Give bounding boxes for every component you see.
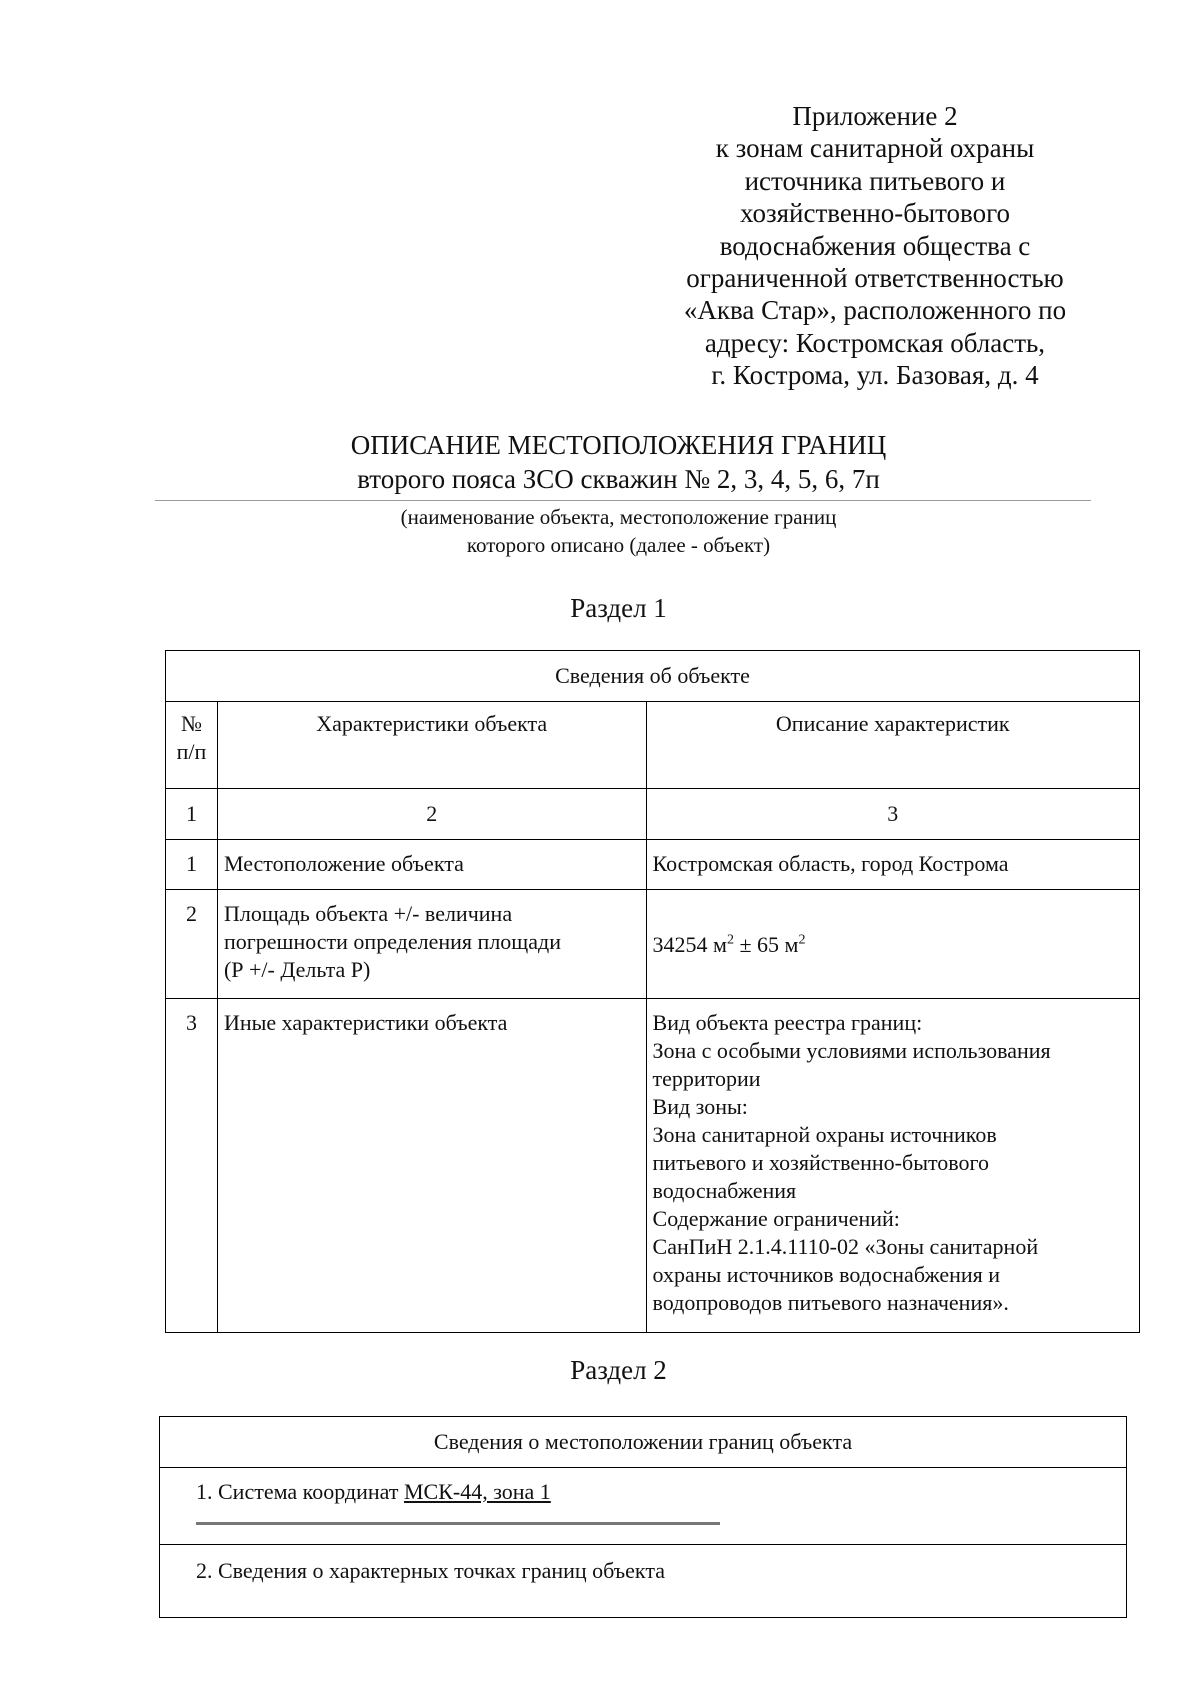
characteristic-line: (Р +/- Дельта Р)	[223, 957, 371, 982]
description-line: питьевого и хозяйственно-бытового	[652, 1150, 990, 1175]
appendix-line: водоснабжения общества с	[719, 230, 1031, 261]
title-underline	[155, 500, 1091, 501]
appendix-line: г. Кострома, ул. Базовая, д. 4	[711, 360, 1039, 391]
boundary-points-row: 2. Сведения о характерных точках границ объекта	[160, 1545, 1127, 1618]
appendix-line: ограниченной ответственностью	[686, 263, 1064, 294]
object-name-caption: которого описано (далее - объект)	[466, 533, 771, 557]
object-name: второго пояса ЗСО скважин № 2, 3, 4, 5, 6, 7п	[357, 464, 880, 494]
characteristic-line: погрешности определения площади	[223, 929, 561, 954]
description-line: территории	[652, 1066, 761, 1091]
column-header-description: Описание характеристик	[646, 702, 1139, 789]
object-name-caption: (наименование объекта, местоположение границ	[400, 505, 837, 529]
description-line: Содержание ограничений:	[652, 1206, 900, 1231]
description-line: Вид объекта реестра границ:	[652, 1010, 923, 1035]
row-number: 3	[166, 999, 218, 1333]
column-number: 2	[217, 789, 646, 840]
row-description	[646, 999, 1139, 1333]
column-number: 3	[646, 789, 1139, 840]
description-line: водопроводов питьевого назначения».	[652, 1290, 1009, 1315]
section-2-heading: Раздел 2	[570, 1355, 667, 1385]
appendix-line: к зонам санитарной охраны	[715, 133, 1035, 164]
characteristic-line: Площадь объекта +/- величина	[223, 901, 513, 926]
coordinate-system-value: МСК-44, зона 1	[403, 1479, 551, 1504]
row-number: 1	[166, 840, 218, 890]
table-row	[166, 840, 1140, 890]
appendix-line: «Аква Стар», расположенного по	[683, 295, 1067, 326]
area-tolerance: ± 65 м	[733, 932, 799, 957]
area-value	[646, 890, 1139, 999]
appendix-line: источника питьевого и	[744, 165, 1006, 196]
description-line: водоснабжения	[652, 1178, 797, 1203]
document-title: ОПИСАНИЕ МЕСТОПОЛОЖЕНИЯ ГРАНИЦ	[350, 430, 887, 460]
description-line: Вид зоны:	[652, 1094, 748, 1119]
table-caption: Сведения о местоположении границ объекта	[160, 1417, 1127, 1468]
column-header-characteristic: Характеристики объекта	[217, 702, 646, 789]
description-line: Зона с особыми условиями использования	[652, 1038, 1051, 1063]
row-characteristic: Иные характеристики объекта	[217, 999, 646, 1333]
coordinate-system-label: 1. Система координат	[196, 1479, 404, 1504]
boundary-location-table	[159, 1416, 1127, 1618]
column-header-number: № п/п	[166, 702, 218, 789]
coordinate-system-row	[160, 1468, 1127, 1545]
row-number: 2	[166, 890, 218, 999]
table-row	[166, 890, 1140, 999]
table-caption: Сведения об объекте	[166, 651, 1140, 702]
row-characteristic: Местоположение объекта	[217, 840, 646, 890]
coordinate-system-underline	[196, 1522, 720, 1525]
description-line: охраны источников водоснабжения и	[652, 1262, 1001, 1287]
appendix-line: адресу: Костромская область,	[704, 327, 1046, 358]
column-number: 1	[166, 789, 218, 840]
appendix-line: Приложение 2	[792, 101, 958, 131]
area-number: 34254 м	[652, 932, 727, 957]
row-characteristic	[217, 890, 646, 999]
appendix-line: хозяйственно-бытового	[739, 198, 1011, 229]
appendix-header	[640, 100, 1110, 392]
area-superscript: 2	[798, 932, 806, 948]
row-description: Костромская область, город Кострома	[646, 840, 1139, 890]
area-superscript: 2	[726, 932, 734, 948]
table-row	[166, 999, 1140, 1333]
section-1-heading: Раздел 1	[570, 593, 667, 623]
description-line: Зона санитарной охраны источников	[652, 1122, 997, 1147]
object-info-table	[165, 650, 1140, 1333]
description-line: СанПиН 2.1.4.1110-02 «Зоны санитарной	[652, 1234, 1039, 1259]
